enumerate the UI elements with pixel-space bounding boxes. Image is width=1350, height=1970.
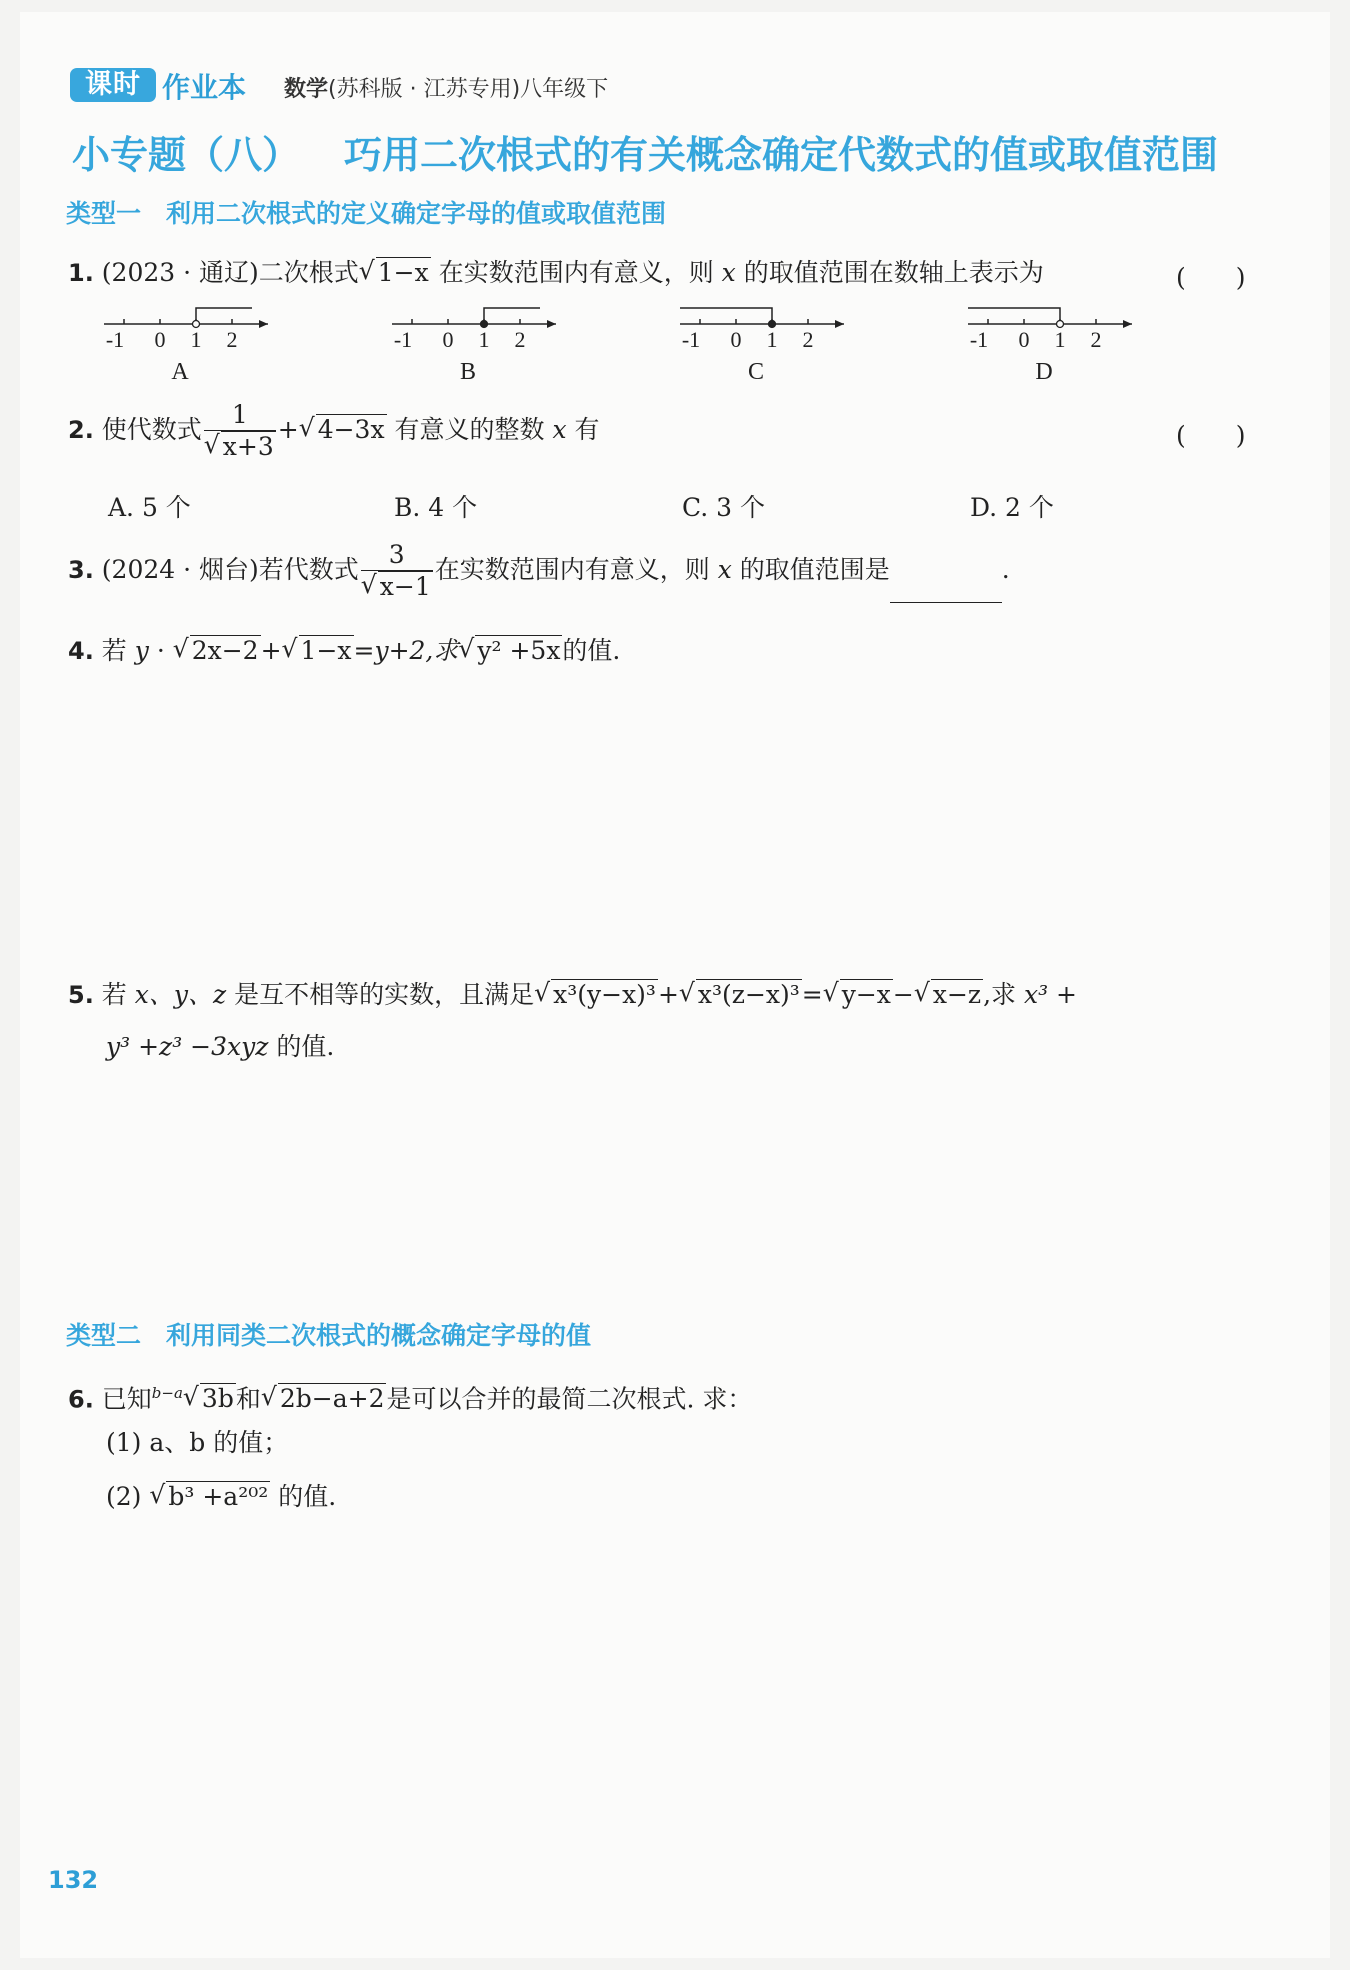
q5-expr-1: x³ + xyxy=(1023,980,1077,1009)
q6-number: 6. xyxy=(68,1385,94,1414)
tick-label-B-2: 2 xyxy=(514,327,526,352)
q4-sqrt-2 xyxy=(282,634,354,668)
q1-option-label-B: B xyxy=(459,359,477,385)
q5-ask: ,求 xyxy=(983,980,1017,1009)
q3-answer-blank xyxy=(890,576,1002,603)
q1-option-label-D: D xyxy=(1035,359,1053,385)
q2-plus: + xyxy=(277,415,299,444)
q6-sub2-radicand: b³ +a²⁰² xyxy=(168,1482,269,1511)
type1-heading: 类型一 利用二次根式的定义确定字母的值或取值范围 xyxy=(66,199,667,228)
question-3 xyxy=(68,540,1010,603)
q2-sqrt xyxy=(299,413,387,447)
q5-mid: 是互不相等的实数，且满足 xyxy=(234,980,535,1009)
tick-label-B--1: -1 xyxy=(393,327,413,352)
q2-option-b: B. 4 个 xyxy=(394,493,478,522)
q6-subquestion-2 xyxy=(106,1480,336,1514)
interval-endpoint-A xyxy=(193,321,200,328)
q1-post: 在实数范围内有意义，则 xyxy=(438,258,714,287)
tick-label-D-0: 0 xyxy=(1018,327,1030,352)
number-line-arrow-D xyxy=(1123,320,1132,328)
q6-sub2-sqrt xyxy=(149,1480,270,1514)
page-number: 132 xyxy=(48,1866,99,1894)
q3-frac-den: x−1 xyxy=(379,572,431,601)
q1-pre: 二次根式 xyxy=(258,258,359,287)
q6-sub2-label: (2) xyxy=(106,1482,142,1511)
q5-radicand-1: x³(y−x)³ xyxy=(553,980,656,1009)
q1-answer-paren: ( ) xyxy=(1176,263,1246,292)
subject: 数学 xyxy=(284,77,329,102)
q3-source: (2024 · 烟台) xyxy=(101,555,259,584)
tick-label-C-1: 1 xyxy=(766,327,778,352)
tick-label-C--1: -1 xyxy=(681,327,701,352)
q3-pre: 若代数式 xyxy=(258,555,359,584)
question-5-line-2 xyxy=(106,1030,334,1064)
question-1 xyxy=(68,256,1044,290)
q4-tail: 的值. xyxy=(562,636,621,665)
interval-bracket-C xyxy=(680,308,772,324)
q1-sqrt xyxy=(359,256,431,290)
q5-minus: − xyxy=(892,980,914,1009)
number-line-arrow-C xyxy=(835,320,844,328)
tick-label-D-2: 2 xyxy=(1090,327,1102,352)
q4-dot: · xyxy=(156,636,165,665)
q5-number: 5. xyxy=(68,981,94,1009)
q4-sqrt-1 xyxy=(173,634,261,668)
interval-endpoint-C xyxy=(769,321,776,328)
q5-tail: 的值. xyxy=(276,1032,335,1061)
q2-option-d: D. 2 个 xyxy=(970,493,1054,522)
tick-label-C-0: 0 xyxy=(730,327,742,352)
tick-label-D--1: -1 xyxy=(969,327,989,352)
q6-sub2-tail: 的值. xyxy=(278,1482,337,1511)
type2-heading: 类型二 利用同类二次根式的概念确定字母的值 xyxy=(66,1321,592,1350)
topic-subtitle: 巧用二次根式的有关概念确定代数式的值或取值范围 xyxy=(344,133,1219,177)
q1-radicand: 1−x xyxy=(377,258,429,287)
question-2 xyxy=(68,400,600,463)
q3-fraction xyxy=(361,540,433,603)
q6-radicand-1: 3b xyxy=(201,1384,234,1414)
tick-label-B-1: 1 xyxy=(478,327,490,352)
header-subtitle xyxy=(284,72,608,103)
q5-radicand-3: y−x xyxy=(841,980,891,1009)
q6-root-1 xyxy=(183,1382,236,1416)
q1-source: (2023 · 通辽) xyxy=(101,258,259,287)
q2-option-a: A. 5 个 xyxy=(108,493,191,522)
q6-radicand-2: 2b−a+2 xyxy=(279,1384,385,1414)
q5-vars: x、y、z xyxy=(134,980,227,1009)
q2-pre: 使代数式 xyxy=(101,415,202,444)
q2-frac-num: 1 xyxy=(204,400,276,431)
interval-bracket-B xyxy=(484,308,540,324)
q1-tail: 的取值范围在数轴上表示为 xyxy=(743,258,1044,287)
question-5 xyxy=(68,978,1077,1012)
q5-radicand-2: x³(z−x)³ xyxy=(697,980,800,1009)
q4-plus: + xyxy=(260,636,282,665)
q3-end: . xyxy=(1001,555,1010,584)
q4-radicand-3: y² +5x xyxy=(477,636,561,665)
q5-sqrt-3 xyxy=(823,978,893,1012)
q5-sqrt-4 xyxy=(914,978,983,1012)
q4-radicand-2: 1−x xyxy=(300,636,352,665)
q6-post: 是可以合并的最简二次根式. 求： xyxy=(386,1384,753,1414)
interval-endpoint-D xyxy=(1057,321,1064,328)
interval-bracket-D xyxy=(968,308,1060,324)
interval-endpoint-B xyxy=(481,321,488,328)
q5-eq: = xyxy=(801,980,823,1009)
q2-option-c: C. 3 个 xyxy=(682,493,765,522)
number-line-arrow-A xyxy=(259,320,268,328)
tick-label-A-1: 1 xyxy=(190,327,202,352)
q1-number: 1. xyxy=(68,259,94,287)
book-logo: 课时 xyxy=(70,68,156,102)
q5-radicand-4: x−z xyxy=(932,980,982,1009)
q3-post: 在实数范围内有意义，则 xyxy=(434,555,710,584)
number-line-arrow-B xyxy=(547,320,556,328)
topic-title: 小专题（八） xyxy=(72,133,301,177)
q4-sqrt-3 xyxy=(458,634,562,668)
tick-label-C-2: 2 xyxy=(802,327,814,352)
tick-label-A-0: 0 xyxy=(154,327,166,352)
q4-eq: =y+2,求 xyxy=(353,636,459,665)
q4-y: y xyxy=(134,636,149,665)
series-title: 作业本 xyxy=(162,71,247,104)
q6-and: 和 xyxy=(235,1384,261,1414)
q3-var: x xyxy=(717,555,732,584)
q6-sqrt-2 xyxy=(261,1382,387,1416)
q6-root-index: b−a xyxy=(151,1384,183,1402)
q5-sqrt-1 xyxy=(534,978,658,1012)
q2-var: x xyxy=(552,415,567,444)
q6-subquestion-1: (1) a、b 的值； xyxy=(106,1428,289,1457)
edition: (苏科版 · 江苏专用)八年级下 xyxy=(328,77,609,102)
question-6 xyxy=(68,1376,752,1416)
q2-radicand: 4−3x xyxy=(317,415,385,444)
q5-sqrt-2 xyxy=(679,978,802,1012)
q2-post: 有意义的整数 xyxy=(394,415,545,444)
tick-label-B-0: 0 xyxy=(442,327,454,352)
q3-frac-num: 3 xyxy=(361,540,433,571)
q3-number: 3. xyxy=(68,556,94,584)
q6-pre: 已知 xyxy=(101,1384,152,1414)
question-4 xyxy=(68,634,620,668)
q5-expr-2: y³ +z³ −3xyz xyxy=(106,1032,269,1061)
q1-option-label-A: A xyxy=(171,359,189,385)
q1-var: x xyxy=(721,258,736,287)
q1-option-label-C: C xyxy=(747,359,765,385)
q5-pre: 若 xyxy=(101,980,127,1009)
q4-number: 4. xyxy=(68,637,94,665)
tick-label-D-1: 1 xyxy=(1054,327,1066,352)
q5-plus: + xyxy=(657,980,679,1009)
q4-radicand-1: 2x−2 xyxy=(191,636,259,665)
q2-answer-paren: ( ) xyxy=(1176,421,1246,450)
q4-pre: 若 xyxy=(101,636,127,665)
q2-number: 2. xyxy=(68,416,94,444)
tick-label-A--1: -1 xyxy=(105,327,125,352)
q1-number-lines xyxy=(100,296,1160,386)
q2-tail: 有 xyxy=(574,415,600,444)
interval-bracket-A xyxy=(196,308,252,324)
tick-label-A-2: 2 xyxy=(226,327,238,352)
q3-tail: 的取值范围是 xyxy=(739,555,890,584)
q2-fraction xyxy=(204,400,276,463)
q2-frac-den: x+3 xyxy=(222,432,274,461)
